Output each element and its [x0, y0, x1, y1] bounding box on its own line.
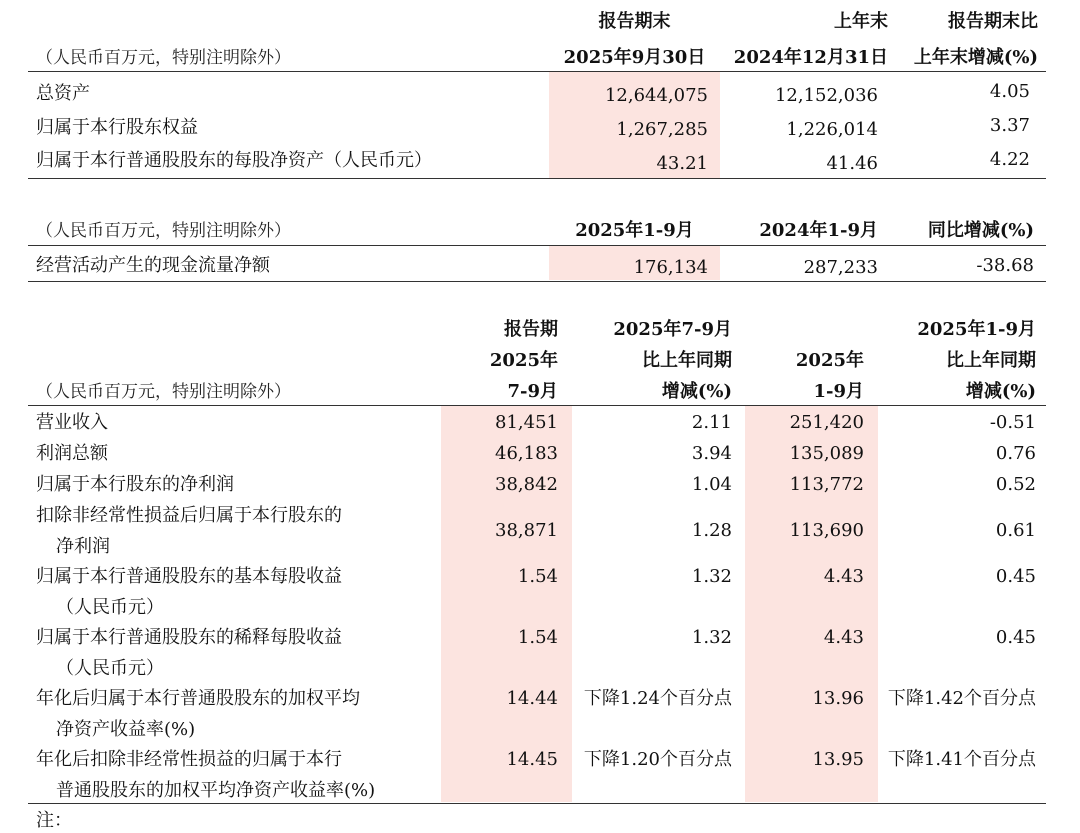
cell-value: 下降1.41个百分点 — [887, 749, 1036, 770]
row-label: 利润总额 — [36, 443, 108, 464]
table-rule — [28, 178, 1046, 179]
table-rule — [28, 803, 1046, 804]
cell-value: 81,451 — [495, 412, 558, 433]
cell-value: 46,183 — [495, 443, 558, 464]
cell-value: 38,842 — [495, 474, 558, 495]
cell-value: 4.43 — [823, 566, 864, 587]
cell-value: 176,134 — [633, 257, 708, 278]
cell-value: -0.51 — [989, 412, 1036, 433]
col-header: 2025年9月30日 — [563, 47, 706, 68]
row-label: 年化后扣除非经常性损益的归属于本行 — [36, 749, 342, 770]
row-label: 年化后归属于本行普通股股东的加权平均 — [36, 688, 360, 709]
row-label: 归属于本行股东的净利润 — [36, 474, 234, 495]
cell-value: 4.22 — [989, 149, 1030, 170]
cell-value: 0.76 — [995, 443, 1036, 464]
cell-value: 下降1.20个百分点 — [583, 749, 732, 770]
row-label: 归属于本行普通股股东的稀释每股收益 — [36, 627, 342, 648]
cell-value: 113,772 — [789, 474, 864, 495]
col-header: 增减(%) — [965, 381, 1036, 402]
col-header: 7-9月 — [507, 381, 558, 402]
unit-note: （人民币百万元，特别注明除外） — [36, 382, 291, 402]
cell-value: 38,871 — [495, 520, 558, 541]
unit-note: （人民币百万元，特别注明除外） — [36, 221, 291, 241]
row-label: 营业收入 — [36, 412, 108, 433]
col-header: 2024年12月31日 — [733, 47, 888, 68]
col-header: 同比增减(%) — [927, 220, 1034, 241]
table-rule — [28, 281, 1046, 282]
table-rule — [28, 245, 1046, 246]
col-header: 2025年1-9月 — [917, 319, 1036, 340]
cell-value: 1.32 — [691, 566, 732, 587]
row-label: 归属于本行普通股股东的基本每股收益 — [36, 566, 342, 587]
col-header: 增减(%) — [661, 381, 732, 402]
row-label: 归属于本行股东权益 — [36, 117, 198, 138]
table-rule — [28, 71, 1046, 72]
col-header: 2025年 — [489, 350, 558, 371]
col-header: 报告期 — [504, 319, 558, 340]
row-label: 普通股股东的加权平均净资产收益率(%) — [56, 780, 376, 801]
row-label: 经营活动产生的现金流量净额 — [36, 255, 270, 276]
cell-value: 113,690 — [789, 520, 864, 541]
cell-value: 1.54 — [517, 566, 558, 587]
cell-value: 12,644,075 — [604, 85, 708, 106]
col-header: 2025年 — [795, 350, 864, 371]
col-header: 2025年1-9月 — [575, 220, 694, 241]
cell-value: 1.54 — [517, 627, 558, 648]
row-label: 归属于本行普通股股东的每股净资产（人民币元） — [36, 150, 432, 171]
cell-value: 14.44 — [506, 688, 558, 709]
row-label: 净利润 — [56, 536, 110, 557]
cell-value: 1,267,285 — [616, 119, 708, 140]
table-rule — [28, 405, 1046, 406]
cell-value: 14.45 — [506, 749, 558, 770]
cell-value: 3.94 — [691, 443, 732, 464]
cell-value: 0.52 — [995, 474, 1036, 495]
col-header: 上年末 — [834, 11, 888, 32]
unit-note: （人民币百万元，特别注明除外） — [36, 48, 291, 68]
cell-value: 2.11 — [691, 412, 732, 433]
col-header: 比上年同期 — [642, 350, 732, 371]
cell-value: 1.28 — [691, 520, 732, 541]
col-header: 比上年同期 — [946, 350, 1036, 371]
cell-value: 13.95 — [812, 749, 864, 770]
cell-value: 287,233 — [803, 257, 878, 278]
cell-value: 135,089 — [789, 443, 864, 464]
row-label: 扣除非经常性损益后归属于本行股东的 — [36, 505, 342, 526]
cell-value: 1.32 — [691, 627, 732, 648]
cell-value: 13.96 — [812, 688, 864, 709]
footnote: 注： — [36, 810, 72, 831]
col-header: 1-9月 — [813, 381, 864, 402]
cell-value: -38.68 — [976, 255, 1034, 276]
cell-value: 43.21 — [656, 153, 708, 174]
cell-value: 1,226,014 — [786, 119, 878, 140]
col-header: 2025年7-9月 — [613, 319, 732, 340]
cell-value: 0.45 — [995, 566, 1036, 587]
row-label: （人民币元） — [56, 658, 164, 679]
row-label: 净资产收益率(%) — [56, 719, 196, 740]
cell-value: 下降1.42个百分点 — [887, 688, 1036, 709]
col-header: 上年末增减(%) — [913, 47, 1038, 68]
col-header: 2024年1-9月 — [759, 220, 878, 241]
cell-value: 3.37 — [989, 115, 1030, 136]
cell-value: 1.04 — [691, 474, 732, 495]
col-header: 报告期末比 — [948, 11, 1038, 32]
cell-value: 41.46 — [826, 153, 878, 174]
cell-value: 0.45 — [995, 627, 1036, 648]
col-header: 报告期末 — [598, 11, 671, 32]
row-label: 总资产 — [36, 83, 90, 104]
cell-value: 4.43 — [823, 627, 864, 648]
row-label: （人民币元） — [56, 597, 164, 618]
cell-value: 251,420 — [789, 412, 864, 433]
cell-value: 4.05 — [989, 81, 1030, 102]
cell-value: 0.61 — [995, 520, 1036, 541]
cell-value: 12,152,036 — [774, 85, 878, 106]
cell-value: 下降1.24个百分点 — [583, 688, 732, 709]
